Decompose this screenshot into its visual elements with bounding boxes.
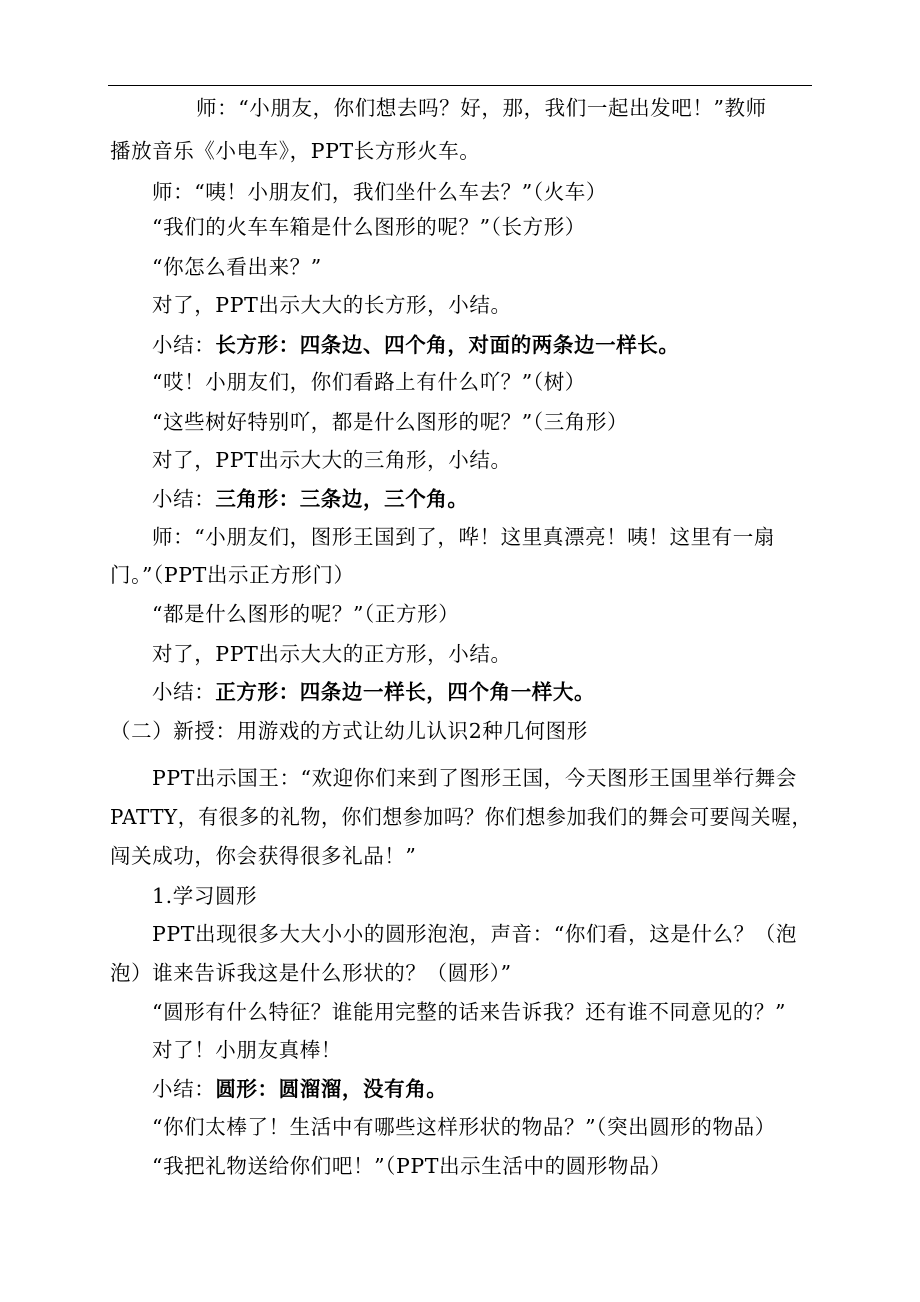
para-line: 对了，PPT出示大大的正方形，小结。 bbox=[152, 642, 512, 666]
summary-text: 三角形：三条边，三个角。 bbox=[215, 487, 469, 511]
summary-line bbox=[152, 333, 680, 357]
summary-text: 长方形：四条边、四个角，对面的两条边一样长。 bbox=[215, 333, 680, 357]
para-line: “圆形有什么特征？谁能用完整的话来告诉我？还有谁不同意见的？” bbox=[152, 1000, 787, 1024]
subsection-heading: 1.学习圆形 bbox=[152, 884, 258, 908]
para-line: 对了，PPT出示大大的长方形，小结。 bbox=[152, 293, 512, 317]
summary-line bbox=[152, 680, 595, 704]
para-line: 师：“小朋友，你们想去吗？好，那，我们一起出发吧！”教师 bbox=[196, 96, 767, 120]
summary-label: 小结： bbox=[152, 333, 216, 357]
summary-label: 小结： bbox=[152, 680, 216, 704]
summary-label: 小结： bbox=[152, 487, 216, 511]
para-line: PPT出现很多大大小小的圆形泡泡，声音：“你们看，这是什么？（泡 bbox=[152, 922, 797, 946]
para-line: 闯关成功，你会获得很多礼品！” bbox=[110, 844, 417, 868]
para-line: “哎！小朋友们，你们看路上有什么吖？”（树） bbox=[152, 370, 586, 394]
para-line: “你怎么看出来？” bbox=[152, 255, 322, 279]
para-line: 师：“小朋友们，图形王国到了，哗！这里真漂亮！咦！这里有一扇 bbox=[152, 525, 775, 549]
para-line: 播放音乐《小电车》，PPT长方形火车。 bbox=[110, 139, 481, 163]
para-line: “你们太棒了！生活中有哪些这样形状的物品？”（突出圆形的物品） bbox=[152, 1115, 776, 1139]
summary-text: 正方形：四条边一样长，四个角一样大。 bbox=[215, 680, 596, 704]
para-line: 门。”（PPT出示正方形门） bbox=[110, 563, 355, 587]
summary-text: 圆形：圆溜溜，没有角。 bbox=[215, 1077, 448, 1101]
para-line: 泡）谁来告诉我这是什么形状的？（圆形）” bbox=[110, 961, 512, 985]
section-heading: （二）新授：用游戏的方式让幼儿认识2种几何图形 bbox=[110, 719, 588, 743]
para-line: “我们的火车车箱是什么图形的呢？”（长方形） bbox=[152, 215, 586, 239]
summary-line bbox=[152, 1077, 447, 1101]
para-line: “都是什么图形的呢？”（正方形） bbox=[152, 602, 460, 626]
para-line: 对了，PPT出示大大的三角形，小结。 bbox=[152, 448, 512, 472]
summary-label: 小结： bbox=[152, 1077, 216, 1101]
para-line: PATTY，有很多的礼物，你们想参加吗？你们想参加我们的舞会可要闯关喔， bbox=[110, 805, 812, 829]
para-line: 对了！小朋友真棒！ bbox=[152, 1038, 342, 1062]
para-line: 师：“咦！小朋友们，我们坐什么车去？”（火车） bbox=[152, 180, 608, 204]
header-rule bbox=[108, 85, 812, 86]
para-line: PPT出示国王：“欢迎你们来到了图形王国，今天图形王国里举行舞会 bbox=[152, 766, 797, 790]
summary-line bbox=[152, 487, 469, 511]
para-line: “我把礼物送给你们吧！”（PPT出示生活中的圆形物品） bbox=[152, 1154, 672, 1178]
para-line: “这些树好特别吖，都是什么图形的呢？”（三角形） bbox=[152, 410, 629, 434]
